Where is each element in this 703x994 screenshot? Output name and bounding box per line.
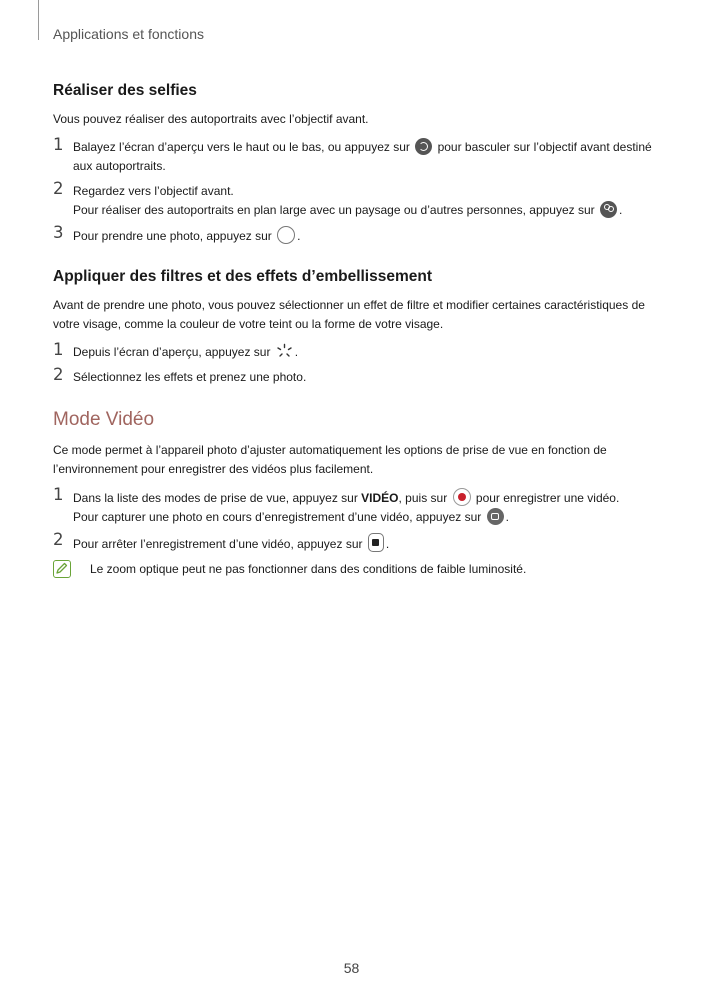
header-title: Applications et fonctions: [53, 26, 204, 42]
stop-icon: [368, 533, 384, 552]
step-number: 1: [53, 485, 64, 504]
selfies-steps: [53, 135, 653, 246]
filters-heading: Appliquer des filtres et des effets d’embellissement: [53, 268, 433, 285]
selfies-step-3: [53, 223, 653, 246]
filters-intro: Avant de prendre une photo, vous pouvez sélectionner un effet de filtre et modifier certaines caractéristiques de votre visage, comme la couleur de votre teint ou la forme de votre visage.: [53, 298, 645, 331]
video-mode-label: VIDÉO: [361, 491, 399, 505]
shutter-icon: [277, 226, 295, 244]
selfies-step-1: [53, 135, 653, 176]
step-number: 1: [53, 340, 64, 359]
step-number: 2: [53, 365, 64, 384]
step-text: .: [385, 537, 390, 551]
step-text: .: [297, 229, 301, 243]
filters-step-1: [53, 340, 653, 362]
section-video: [53, 409, 653, 579]
step-text: .: [294, 345, 299, 359]
page-number: 58: [343, 960, 360, 976]
filters-step-2: [53, 365, 653, 387]
note: [53, 560, 653, 579]
step-text: .: [619, 203, 623, 217]
video-steps: [53, 485, 653, 554]
sparkle-icon: [276, 343, 293, 360]
note-text: Le zoom optique peut ne pas fonctionner dans des conditions de faible luminosité.: [90, 562, 527, 576]
step-text: Balayez l’écran d’aperçu vers le haut ou le bas, ou appuyez sur: [73, 140, 410, 154]
video-heading: Mode Vidéo: [53, 409, 155, 430]
note-pencil-graphic: [54, 561, 69, 576]
switch-camera-icon: [415, 138, 432, 155]
step-text: Pour capturer une photo en cours d’enregistrement d’une vidéo, appuyez sur: [73, 510, 482, 524]
step-text: Sélectionnez les effets et prenez une photo.: [73, 370, 307, 384]
step-text: , puis sur: [398, 491, 448, 505]
video-step-2: [53, 530, 653, 554]
note-pencil-icon: [53, 560, 71, 578]
header-rule: [38, 0, 39, 40]
sparkle-icon-graphic: [276, 343, 293, 360]
video-step-1: [53, 485, 653, 527]
step-text: Pour réaliser des autoportraits en plan large avec un paysage ou d’autres personnes, appuyez sur: [73, 203, 595, 217]
step-text: Pour arrêter l’enregistrement d’une vidéo, appuyez sur: [73, 537, 363, 551]
step-text: pour enregistrer une vidéo.: [475, 491, 620, 505]
step-text: pour basculer sur l’objectif avant destiné aux autoportraits.: [73, 140, 652, 173]
video-intro: Ce mode permet à l’appareil photo d’ajuster automatiquement les options de prise de vue en fonction de l’environnement pour enregistrer des vidéos plus facilement.: [53, 443, 607, 476]
step-number: 1: [53, 135, 64, 154]
step-number: 2: [53, 530, 64, 549]
filters-steps: [53, 340, 653, 387]
step-text: Dans la liste des modes de prise de vue, appuyez sur: [73, 491, 358, 505]
wide-selfie-icon: [600, 201, 617, 218]
selfies-step-2: [53, 179, 653, 220]
page-content: [53, 82, 653, 597]
selfies-heading: Réaliser des selfies: [53, 82, 197, 99]
step-text: Regardez vers l’objectif avant.: [73, 184, 234, 198]
step-text: Pour prendre une photo, appuyez sur: [73, 229, 272, 243]
selfies-intro: Vous pouvez réaliser des autoportraits avec l’objectif avant.: [53, 112, 369, 126]
section-selfies: [53, 82, 653, 246]
step-text: .: [505, 510, 509, 524]
section-filters: [53, 268, 653, 387]
record-icon: [453, 488, 471, 506]
step-number: 2: [53, 179, 64, 198]
camera-icon: [487, 508, 504, 525]
step-text: Depuis l’écran d’aperçu, appuyez sur: [73, 345, 271, 359]
step-number: 3: [53, 223, 64, 242]
